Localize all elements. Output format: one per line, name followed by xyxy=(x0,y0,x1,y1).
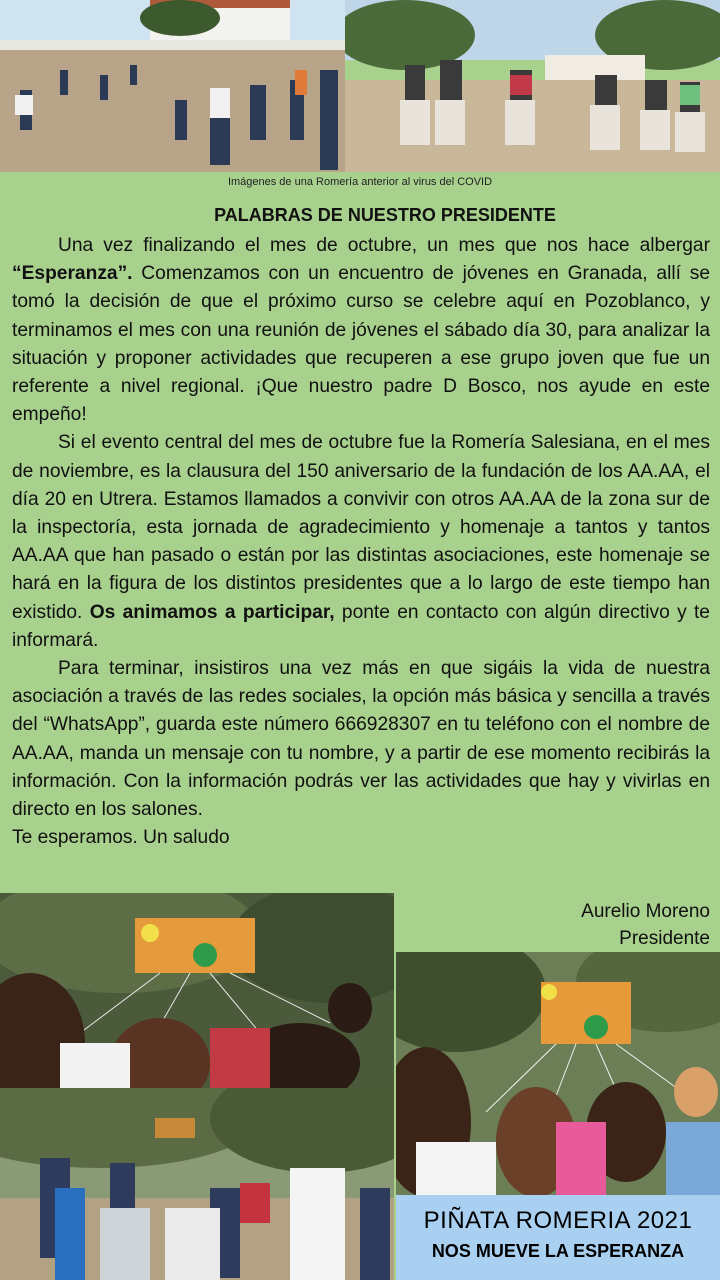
photo-pinata-group xyxy=(0,1088,394,1280)
president-message xyxy=(12,232,710,852)
paragraph-3: Para terminar, insistiros una vez más en que sigáis la vida de nuestra asociación a través de las redes sociales, la opción más básica y sencilla a través del “WhatsApp”, guarda este número 666928307 en tu teléfono con el nombre de AA.AA, manda un mensaje con tu nombre, y a partir de ese momento recibirás la información. Con la información podrás ver las actividades que hay y vivirlas en directo en los salones. xyxy=(12,658,710,821)
closing-line: Te esperamos. Un saludo xyxy=(12,827,230,849)
photo-pinata-children xyxy=(0,893,394,1088)
paragraph-1 xyxy=(12,232,710,429)
photo-romeria-games xyxy=(0,0,345,172)
banner-title: PIÑATA ROMERIA 2021 xyxy=(423,1207,693,1234)
photo-caption: Imágenes de una Romería anterior al virus del COVID xyxy=(227,176,493,188)
paragraph-2-bold: Os animamos a participar, xyxy=(89,601,335,623)
paragraph-2-text-b: ponte en contacto con algún directivo y te informará. xyxy=(12,601,710,651)
paragraph-1-bold: “Esperanza”. xyxy=(12,263,133,285)
signature xyxy=(581,898,710,952)
paragraph-1-text-a: Una vez finalizando el mes de octubre, un mes que nos hace albergar xyxy=(58,235,710,256)
banner-subtitle: NOS MUEVE LA ESPERANZA xyxy=(431,1241,685,1261)
page-heading: PALABRAS DE NUESTRO PRESIDENTE xyxy=(214,205,556,225)
paragraph-2-text-a: Si el evento central del mes de octubre fue la Romería Salesiana, en el mes de noviembre, es la clausura del 150 aniversario de la fundación de los AA.AA, el día 20 en Utrera. Estamos llamados a convivir con otros AA.AA de la zona sur de la inspectoría, esta jornada de agradecimiento y homenaje a tantos y tantos AA.AA que han pasado o están por las distintas asociaciones, este homenaje se hará en la figura de los distintos presidentes que a lo largo de este tiempo han existido. xyxy=(12,432,710,623)
signature-name: Aurelio Moreno xyxy=(581,901,710,922)
photo-sack-race xyxy=(345,0,720,172)
paragraph-2 xyxy=(12,429,710,655)
photo-pinata-crowd xyxy=(396,952,720,1195)
signature-role: Presidente xyxy=(619,928,710,949)
paragraph-1-text-b: Comenzamos con un encuentro de jóvenes en Granada, allí se tomó la decisión de que el próximo curso se celebre aquí en Pozoblanco, y terminamos el mes con una reunión de jóvenes el sábado día 30, para analizar la situación y proponer actividades que recuperen a ese grupo joven que fue un referente a nivel regional. ¡Que nuestro padre D Bosco, nos ayude en este empeño! xyxy=(12,263,710,426)
event-banner xyxy=(396,1195,720,1280)
